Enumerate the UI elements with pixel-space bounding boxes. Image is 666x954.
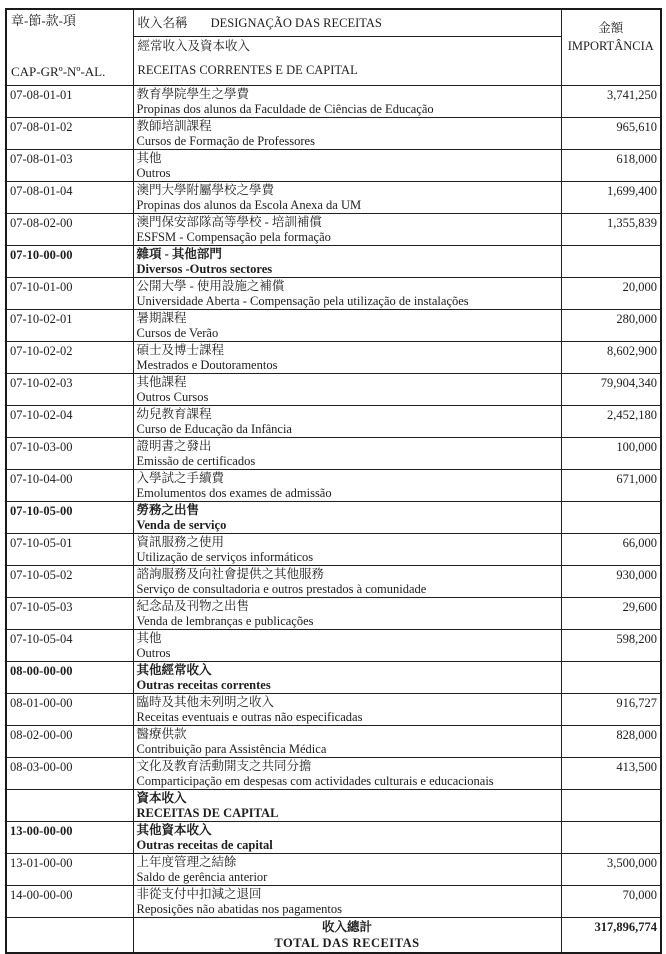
revenue-table: [5, 8, 662, 954]
section-row: [6, 662, 661, 694]
row-designation-zh: 教育學院學生之學費: [136, 87, 250, 101]
revenue-row: [6, 406, 661, 438]
row-code: 07-10-05-04: [6, 630, 133, 662]
row-designation: [133, 86, 561, 118]
row-designation-pt: Diversos -Outros sectores: [136, 262, 273, 276]
row-designation: [133, 214, 561, 246]
row-amount: 20,000: [561, 278, 661, 310]
row-code: 07-10-05-03: [6, 598, 133, 630]
row-designation: [133, 534, 561, 566]
row-amount: 280,000: [561, 310, 661, 342]
row-designation-zh: 澳門大學附屬學校之學費: [136, 183, 275, 197]
total-amount: 317,896,774: [561, 918, 661, 954]
row-amount: 79,904,340: [561, 374, 661, 406]
row-designation-pt: Outros: [136, 166, 171, 180]
subheader-zh: 經常收入及資本收入: [137, 39, 251, 53]
row-designation-pt: Serviço de consultadoria e outros prestados à comunidade: [136, 582, 427, 596]
amount-column-header: [561, 9, 661, 86]
row-designation-zh: 暑期課程: [136, 311, 187, 325]
row-code: 07-08-01-02: [6, 118, 133, 150]
row-designation-zh: 文化及教育活動開支之共同分擔: [136, 759, 312, 773]
revenue-row: [6, 310, 661, 342]
row-designation: [133, 278, 561, 310]
row-designation: [133, 886, 561, 918]
total-label-cell: [133, 918, 561, 954]
section-row: [6, 502, 661, 534]
revenue-row: [6, 758, 661, 790]
row-amount: 1,699,400: [561, 182, 661, 214]
row-amount: 8,602,900: [561, 342, 661, 374]
revenue-row: [6, 726, 661, 758]
row-designation-pt: Receitas eventuais e outras não especificadas: [136, 710, 363, 724]
row-designation-pt: Mestrados e Doutoramentos: [136, 358, 278, 372]
row-code: 07-10-02-03: [6, 374, 133, 406]
row-designation: [133, 598, 561, 630]
row-designation-pt: Saldo de gerência anterior: [136, 870, 268, 884]
row-amount: 3,500,000: [561, 854, 661, 886]
row-code: 07-10-05-00: [6, 502, 133, 534]
total-row: [6, 918, 661, 954]
header-row-main: [6, 9, 661, 37]
row-designation: [133, 630, 561, 662]
revenue-row: [6, 886, 661, 918]
row-code: 13-01-00-00: [6, 854, 133, 886]
row-designation-zh: 資訊服務之使用: [136, 535, 225, 549]
row-designation: [133, 470, 561, 502]
row-code: 08-02-00-00: [6, 726, 133, 758]
row-code: 07-10-01-00: [6, 278, 133, 310]
row-designation-pt: Outras receitas de capital: [136, 838, 273, 852]
row-designation: [133, 310, 561, 342]
row-amount: [561, 246, 661, 278]
revenue-row: [6, 534, 661, 566]
row-amount: 598,200: [561, 630, 661, 662]
row-amount: [561, 502, 661, 534]
row-code: 07-10-03-00: [6, 438, 133, 470]
row-code: 07-10-05-02: [6, 566, 133, 598]
revenue-row: [6, 470, 661, 502]
section-header-correntes-capital: [133, 37, 561, 86]
row-amount: 413,500: [561, 758, 661, 790]
row-designation: [133, 374, 561, 406]
row-designation-zh: 上年度管理之結餘: [136, 855, 237, 869]
row-designation: [133, 182, 561, 214]
designation-header-zh: 收入名稱: [137, 15, 188, 30]
section-row: [6, 246, 661, 278]
row-amount: 916,727: [561, 694, 661, 726]
row-designation: [133, 118, 561, 150]
row-designation-zh: 碩士及博士課程: [136, 343, 225, 357]
revenue-row: [6, 342, 661, 374]
row-amount: 3,741,250: [561, 86, 661, 118]
row-designation-zh: 其他經常收入: [136, 663, 212, 677]
row-amount: 29,600: [561, 598, 661, 630]
revenue-row: [6, 118, 661, 150]
amount-header-pt: IMPORTÂNCIA: [567, 39, 654, 53]
row-amount: [561, 790, 661, 822]
row-code: 07-08-01-03: [6, 150, 133, 182]
designation-column-header: [133, 9, 561, 37]
row-designation-zh: 其他: [136, 631, 162, 645]
row-designation-zh: 紀念品及刊物之出售: [136, 599, 250, 613]
row-code: 07-08-01-01: [6, 86, 133, 118]
row-designation-pt: Propinas dos alunos da Faculdade de Ciências de Educação: [136, 102, 434, 116]
row-code: 07-08-02-00: [6, 214, 133, 246]
row-designation-zh: 非從支付中扣減之退回: [136, 887, 262, 901]
revenue-row: [6, 854, 661, 886]
row-designation: [133, 150, 561, 182]
row-amount: [561, 662, 661, 694]
row-designation: [133, 758, 561, 790]
row-designation: [133, 246, 561, 278]
total-empty-code-cell: [6, 918, 133, 954]
row-code: 13-00-00-00: [6, 822, 133, 854]
row-code: 07-10-00-00: [6, 246, 133, 278]
revenue-row: [6, 630, 661, 662]
revenue-row: [6, 86, 661, 118]
row-designation: [133, 790, 561, 822]
code-header-pt: CAP-GRº-Nº-AL.: [11, 64, 106, 79]
code-column-header: [6, 9, 133, 86]
row-designation: [133, 342, 561, 374]
row-designation-pt: Outros Cursos: [136, 390, 209, 404]
row-designation-pt: Outras receitas correntes: [136, 678, 271, 692]
row-designation: [133, 438, 561, 470]
row-code: [6, 790, 133, 822]
row-code: 08-00-00-00: [6, 662, 133, 694]
revenue-row: [6, 598, 661, 630]
revenue-row: [6, 374, 661, 406]
row-amount: 70,000: [561, 886, 661, 918]
row-designation-zh: 其他: [136, 151, 162, 165]
row-code: 07-08-01-04: [6, 182, 133, 214]
revenue-table-body: [6, 86, 661, 918]
row-designation-pt: Emolumentos dos exames de admissão: [136, 486, 332, 500]
row-designation-zh: 澳門保安部隊高等學校 - 培訓補償: [136, 215, 322, 229]
row-code: 07-10-02-01: [6, 310, 133, 342]
row-amount: 930,000: [561, 566, 661, 598]
row-designation-pt: Venda de lembranças e publicações: [136, 614, 314, 628]
row-designation: [133, 694, 561, 726]
row-designation: [133, 502, 561, 534]
row-designation-pt: Venda de serviço: [136, 518, 227, 532]
row-designation: [133, 822, 561, 854]
row-designation: [133, 726, 561, 758]
row-code: 07-10-05-01: [6, 534, 133, 566]
row-code: 08-03-00-00: [6, 758, 133, 790]
row-designation-zh: 諮詢服務及向社會提供之其他服務: [136, 567, 325, 581]
row-amount: 1,355,839: [561, 214, 661, 246]
total-label-pt: TOTAL DAS RECEITAS: [274, 936, 420, 950]
row-designation-zh: 雜項 - 其他部門: [136, 247, 222, 261]
row-designation-pt: Cursos de Verão: [136, 326, 219, 340]
row-designation-pt: RECEITAS DE CAPITAL: [136, 806, 279, 820]
row-designation: [133, 854, 561, 886]
row-designation-pt: Outros: [136, 646, 171, 660]
revenue-row: [6, 214, 661, 246]
row-designation-zh: 醫療供款: [136, 727, 187, 741]
row-designation-zh: 教師培訓課程: [136, 119, 212, 133]
row-designation-zh: 公開大學 - 使用設施之補償: [136, 279, 285, 293]
revenue-row: [6, 278, 661, 310]
section-row: [6, 790, 661, 822]
row-amount: 66,000: [561, 534, 661, 566]
row-amount: 100,000: [561, 438, 661, 470]
designation-header-pt: DESIGNAÇÃO DAS RECEITAS: [210, 15, 382, 30]
section-row: [6, 822, 661, 854]
revenue-row: [6, 182, 661, 214]
row-designation-pt: Contribuição para Assistência Médica: [136, 742, 327, 756]
row-amount: 618,000: [561, 150, 661, 182]
revenue-row: [6, 566, 661, 598]
row-designation-pt: Universidade Aberta - Compensação pela utilização de instalações: [136, 294, 469, 308]
row-code: 08-01-00-00: [6, 694, 133, 726]
revenue-row: [6, 438, 661, 470]
row-code: 07-10-04-00: [6, 470, 133, 502]
row-designation-zh: 證明書之發出: [136, 439, 212, 453]
row-designation-zh: 入學試之手續費: [136, 471, 225, 485]
row-designation-pt: Cursos de Formação de Professores: [136, 134, 315, 148]
row-designation-pt: Emissão de certificados: [136, 454, 256, 468]
total-label-zh: 收入總計: [321, 920, 372, 934]
row-designation-zh: 其他課程: [136, 375, 187, 389]
amount-header-zh: 金額: [598, 21, 624, 35]
row-amount: [561, 822, 661, 854]
row-designation-zh: 幼兒教育課程: [136, 407, 212, 421]
subheader-pt: RECEITAS CORRENTES E DE CAPITAL: [137, 63, 358, 77]
row-amount: 2,452,180: [561, 406, 661, 438]
row-designation-pt: Comparticipação em despesas com actividades culturais e educacionais: [136, 774, 494, 788]
row-designation-pt: Reposições não abatidas nos pagamentos: [136, 902, 343, 916]
row-code: 07-10-02-04: [6, 406, 133, 438]
row-amount: 671,000: [561, 470, 661, 502]
row-designation-zh: 其他資本收入: [136, 823, 212, 837]
row-designation-pt: Curso de Educação da Infância: [136, 422, 292, 436]
row-amount: 828,000: [561, 726, 661, 758]
row-designation-pt: Utilização de serviços informáticos: [136, 550, 314, 564]
revenue-row: [6, 150, 661, 182]
row-designation-pt: ESFSM - Compensação pela formação: [136, 230, 331, 244]
row-code: 07-10-02-02: [6, 342, 133, 374]
row-designation: [133, 566, 561, 598]
row-designation-pt: Propinas dos alunos da Escola Anexa da UM: [136, 198, 362, 212]
row-amount: 965,610: [561, 118, 661, 150]
revenue-row: [6, 694, 661, 726]
row-designation-zh: 資本收入: [136, 791, 187, 805]
row-code: 14-00-00-00: [6, 886, 133, 918]
row-designation: [133, 662, 561, 694]
row-designation-zh: 勞務之出售: [136, 503, 200, 517]
row-designation-zh: 臨時及其他未列明之收入: [136, 695, 275, 709]
code-header-zh: 章-節-款-項: [11, 13, 76, 28]
row-designation: [133, 406, 561, 438]
